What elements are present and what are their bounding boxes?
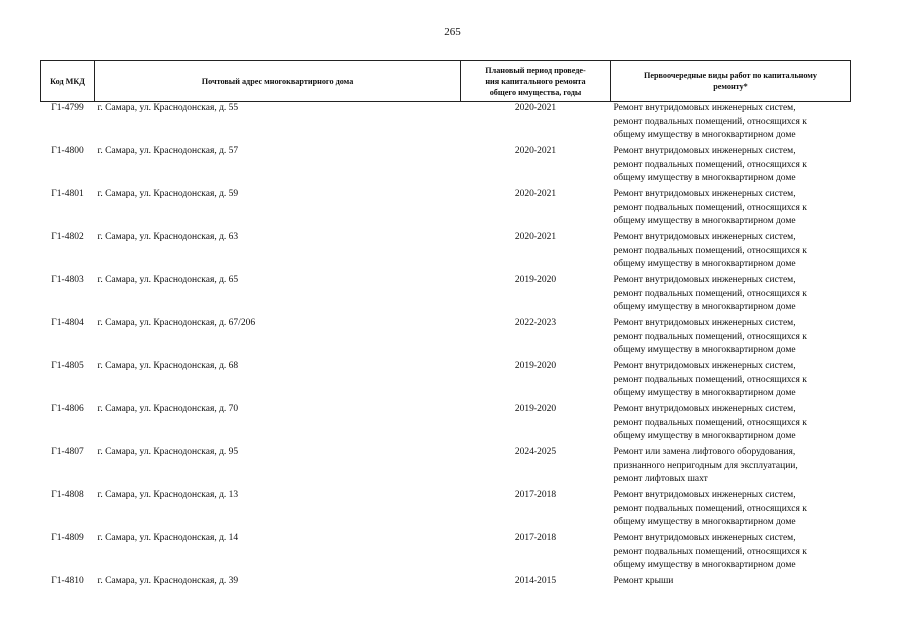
row-period: 2019-2020 — [514, 275, 557, 285]
row-works-line: Ремонт внутридомовых инженерных систем, — [613, 533, 796, 543]
row-period: 2020-2021 — [514, 189, 557, 199]
row-address: г. Самара, ул. Краснодонская, д. 63 — [97, 232, 239, 242]
row-works-line: Ремонт внутридомовых инженерных систем, — [613, 275, 796, 285]
row-code: Г1-4804 — [51, 318, 84, 328]
row-works-line: Ремонт внутридомовых инженерных систем, — [613, 232, 796, 242]
row-works-line: общему имуществу в многоквартирном доме — [613, 388, 796, 398]
row-address: г. Самара, ул. Краснодонская, д. 95 — [97, 447, 239, 457]
row-works-line: Ремонт внутридомовых инженерных систем, — [613, 318, 796, 328]
header-period-line: ния капитального ремонта — [485, 76, 586, 86]
row-works-line: общему имуществу в многоквартирном доме — [613, 216, 796, 226]
table-row — [41, 489, 851, 532]
table-row — [41, 403, 851, 446]
row-works — [611, 317, 851, 360]
capital-repair-table — [40, 60, 851, 618]
row-code: Г1-4809 — [51, 533, 84, 543]
table-row — [41, 575, 851, 618]
row-address: г. Самара, ул. Краснодонская, д. 39 — [97, 576, 239, 586]
row-works — [611, 575, 851, 618]
header-works-line: ремонту* — [713, 82, 748, 91]
row-code: Г1-4805 — [51, 361, 84, 371]
row-works-line: общему имуществу в многоквартирном доме — [613, 431, 796, 441]
row-works-line: ремонт подвальных помещений, относящихся к — [613, 417, 807, 428]
table-row — [41, 231, 851, 274]
row-works — [611, 360, 851, 403]
row-works — [611, 274, 851, 317]
table-header-row — [41, 61, 851, 102]
row-works-line: Ремонт крыши — [613, 576, 674, 586]
row-works — [611, 489, 851, 532]
row-code: Г1-4807 — [51, 447, 84, 457]
row-works-line: ремонт подвальных помещений, относящихся к — [613, 331, 807, 342]
row-works — [611, 145, 851, 188]
row-period: 2020-2021 — [514, 232, 557, 242]
row-address: г. Самара, ул. Краснодонская, д. 70 — [97, 404, 239, 414]
header-period-line: общего имущества, годы — [489, 87, 582, 97]
row-period: 2017-2018 — [514, 533, 557, 543]
row-code: Г1-4810 — [51, 576, 84, 586]
row-period: 2017-2018 — [514, 490, 557, 500]
row-works — [611, 231, 851, 274]
header-address: Почтовый адрес многоквартирного дома — [95, 61, 461, 102]
row-code: Г1-4806 — [51, 404, 84, 414]
header-works — [611, 61, 851, 102]
row-address: г. Самара, ул. Краснодонская, д. 67/206 — [97, 318, 256, 328]
row-works-line: ремонт подвальных помещений, относящихся к — [613, 245, 807, 256]
table-row — [41, 274, 851, 317]
table-row — [41, 317, 851, 360]
row-period: 2024-2025 — [514, 447, 557, 457]
row-code: Г1-4802 — [51, 232, 84, 242]
row-address: г. Самара, ул. Краснодонская, д. 68 — [97, 361, 239, 371]
row-address: г. Самара, ул. Краснодонская, д. 14 — [97, 533, 239, 543]
row-code: Г1-4808 — [51, 490, 84, 500]
row-works — [611, 446, 851, 489]
row-works — [611, 532, 851, 575]
row-works-line: ремонт подвальных помещений, относящихся к — [613, 503, 807, 514]
row-works-line: Ремонт внутридомовых инженерных систем, — [613, 103, 796, 113]
row-works-line: Ремонт внутридомовых инженерных систем, — [613, 146, 796, 156]
row-code: Г1-4801 — [51, 189, 84, 199]
table-row — [41, 188, 851, 231]
row-works-line: общему имуществу в многоквартирном доме — [613, 345, 796, 355]
row-works-line: ремонт подвальных помещений, относящихся к — [613, 159, 807, 170]
header-period — [461, 61, 611, 102]
row-works-line: Ремонт внутридомовых инженерных систем, — [613, 361, 796, 371]
row-works-line: общему имуществу в многоквартирном доме — [613, 173, 796, 183]
row-code: Г1-4799 — [51, 103, 84, 113]
row-works-line: общему имуществу в многоквартирном доме — [613, 259, 796, 269]
row-works-line: общему имуществу в многоквартирном доме — [613, 130, 796, 140]
row-works-line: Ремонт внутридомовых инженерных систем, — [613, 404, 796, 414]
row-works-line: ремонт подвальных помещений, относящихся к — [613, 116, 807, 127]
table-row — [41, 360, 851, 403]
row-address: г. Самара, ул. Краснодонская, д. 59 — [97, 189, 239, 199]
header-code: Код МКД — [41, 61, 95, 102]
row-works-line: признанного непригодным для эксплуатации, — [613, 460, 798, 471]
row-address: г. Самара, ул. Краснодонская, д. 57 — [97, 146, 239, 156]
row-address: г. Самара, ул. Краснодонская, д. 55 — [97, 103, 239, 113]
row-works-line: ремонт подвальных помещений, относящихся к — [613, 202, 807, 213]
row-period: 2014-2015 — [514, 576, 557, 586]
header-works-line: Первоочередные виды работ по капитальному — [644, 71, 817, 80]
row-works-line: ремонт подвальных помещений, относящихся к — [613, 288, 807, 299]
row-period: 2022-2023 — [514, 318, 557, 328]
page-number: 265 — [444, 26, 461, 38]
row-code: Г1-4800 — [51, 146, 84, 156]
table-row — [41, 102, 851, 146]
row-works-line: ремонт подвальных помещений, относящихся к — [613, 374, 807, 385]
row-code: Г1-4803 — [51, 275, 84, 285]
header-period-line: Плановый период проведе- — [485, 65, 586, 75]
row-works-line: Ремонт внутридомовых инженерных систем, — [613, 189, 796, 199]
row-works-line: общему имуществу в многоквартирном доме — [613, 302, 796, 312]
row-works-line: ремонт подвальных помещений, относящихся к — [613, 546, 807, 557]
row-works-line: Ремонт внутридомовых инженерных систем, — [613, 490, 796, 500]
table-row — [41, 446, 851, 489]
row-works-line: Ремонт или замена лифтового оборудования, — [613, 447, 796, 457]
row-works — [611, 188, 851, 231]
row-period: 2019-2020 — [514, 404, 557, 414]
row-works-line: общему имуществу в многоквартирном доме — [613, 517, 796, 527]
row-address: г. Самара, ул. Краснодонская, д. 13 — [97, 490, 239, 500]
row-works — [611, 403, 851, 446]
row-address: г. Самара, ул. Краснодонская, д. 65 — [97, 275, 239, 285]
table-row — [41, 532, 851, 575]
table-body — [41, 102, 851, 619]
row-period: 2019-2020 — [514, 361, 557, 371]
row-period: 2020-2021 — [514, 146, 557, 156]
table-row — [41, 145, 851, 188]
row-period: 2020-2021 — [514, 103, 557, 113]
row-works-line: общему имуществу в многоквартирном доме — [613, 560, 796, 570]
row-works — [611, 102, 851, 146]
row-works-line: ремонт лифтовых шахт — [613, 474, 708, 484]
